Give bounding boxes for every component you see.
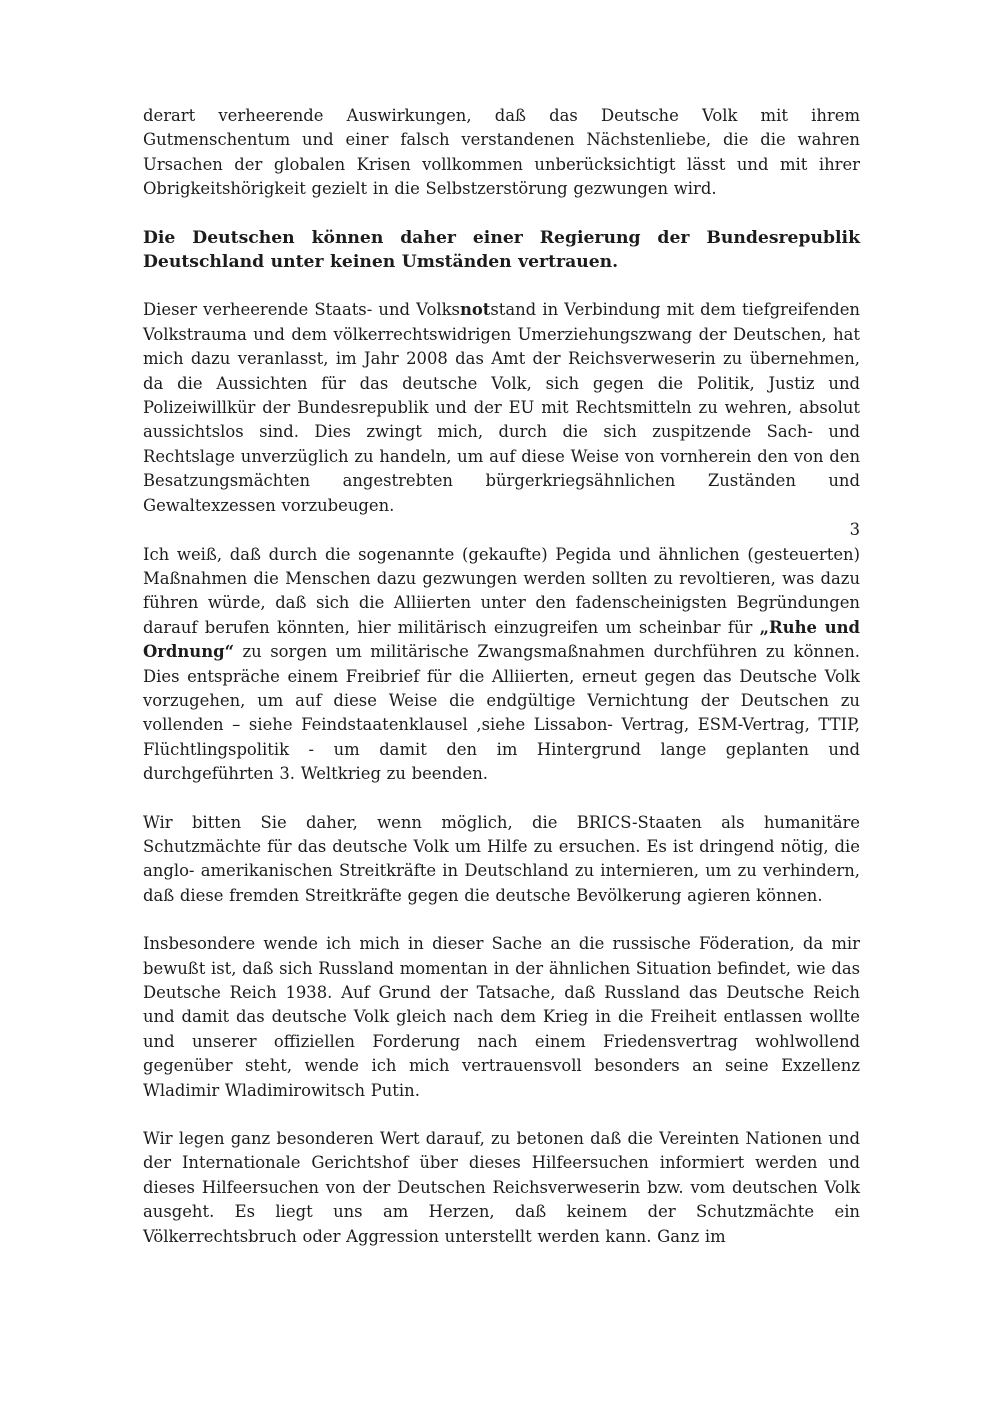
- emphasis-ruhe-und-ordnung: „Ruhe und Ordnung“: [143, 617, 861, 662]
- document-page: [143, 104, 860, 1249]
- paragraph-pegida-start: Ich weiß, daß durch die sogenannte (gekaufte) Pegida und ähnlichen (gesteuerten) Maßnahmen die Menschen dazu gezwungen werden sollten zu revoltieren, was dazu führen würde, daß sich die Alliierten unter den fadenscheinigsten Begründungen darauf berufen könnten, hier militärisch einzugreifen um scheinbar für: [143, 544, 860, 637]
- emphasis-not: not: [459, 300, 491, 320]
- paragraph-state-emergency-rest: stand in Verbindung mit dem tiefgreifenden Volkstrauma und dem völkerrechtswidrigen Umerziehungszwang der Deutschen, hat mich dazu veranlasst, im Jahr 2008 das Amt der Reichsverweserin zu übernehmen, da die Aussichten für das deutsche Volk, sich gegen die Politik, Justiz und Polizeiwillkür der Bundesrepublik und der EU mit Rechtsmitteln zu wehren, absolut aussichtslos sind. Dies zwingt mich, durch die sich zuspitzende Sach- und Rechtslage unverzüglich zu handeln, um auf diese Weise von vornherein den von den Besatzungsmächten angestrebten bürgerkriegsähnlichen Zuständen und Gewaltexzessen vorzubeugen.: [143, 300, 860, 515]
- paragraph-consequences: derart verheerende Auswirkungen, daß das Deutsche Volk mit ihrem Gutmenschentum und einer falsch verstandenen Nächstenliebe, die die wahren Ursachen der globalen Krisen vollkommen unberücksichtigt lässt und mit ihrer Obrigkeitshörigkeit gezielt in die Selbstzerstörung gezwungen wird.: [143, 106, 860, 199]
- paragraph-russian-federation: Insbesondere wende ich mich in dieser Sache an die russische Föderation, da mir bewußt ist, daß sich Russland momentan in der ähnlichen Situation befindet, wie das Deutsche Reich 1938. Auf Grund der Tatsache, daß Russland das Deutsche Reich und damit das deutsche Volk gleich nach dem Krieg in die Freiheit entlassen wollte und unserer offiziellen Forderung nach einem Friedensvertrag wohlwollend gegenüber steht, wende ich mich vertrauensvoll besonders an seine Exzellenz Wladimir Wladimirowitsch Putin.: [143, 934, 860, 1100]
- paragraph-united-nations: Wir legen ganz besonderen Wert darauf, zu betonen daß die Vereinten Nationen und der Internationale Gerichtshof über dieses Hilfeersuchen informiert werden und dieses Hilfeersuchen von der Deutschen Reichsverweserin bzw. vom deutschen Volk ausgeht. Es liegt uns am Herzen, daß keinem der Schutzmächte ein Völkerrechtsbruch oder Aggression unterstellt werden kann. Ganz im: [143, 1129, 860, 1246]
- page-number: 3: [849, 520, 860, 540]
- paragraph-pegida-rest: zu sorgen um militärische Zwangsmaßnahmen durchführen zu können. Dies entspräche einem Freibrief für die Alliierten, erneut gegen das Deutsche Volk vorzugehen, um auf diese Weise die endgültige Vernichtung der Deutschen zu vollenden – siehe Feindstaatenklausel ,siehe Lissabon- Vertrag, ESM-Vertrag, TTIP, Flüchtlingspolitik - um damit den im Hintergrund lange geplanten und durchgeführten 3. Weltkrieg zu beenden.: [143, 642, 860, 784]
- paragraph-brics-request: Wir bitten Sie daher, wenn möglich, die BRICS-Staaten als humanitäre Schutzmächte für das deutsche Volk um Hilfe zu ersuchen. Es ist dringend nötig, die anglo- amerikanischen Streitkräfte in Deutschland zu internieren, um zu verhindern, daß diese fremden Streitkräfte gegen die deutsche Bevölkerung agieren können.: [143, 812, 860, 905]
- paragraph-state-emergency-start: Dieser verheerende Staats- und Volks: [143, 300, 460, 320]
- paragraph-pegida: [143, 543, 860, 787]
- heading-distrust: Die Deutschen können daher einer Regierung der Bundesrepublik Deutschland unter keinen Umständen vertrauen.: [143, 227, 860, 273]
- paragraph-state-emergency: [143, 298, 860, 518]
